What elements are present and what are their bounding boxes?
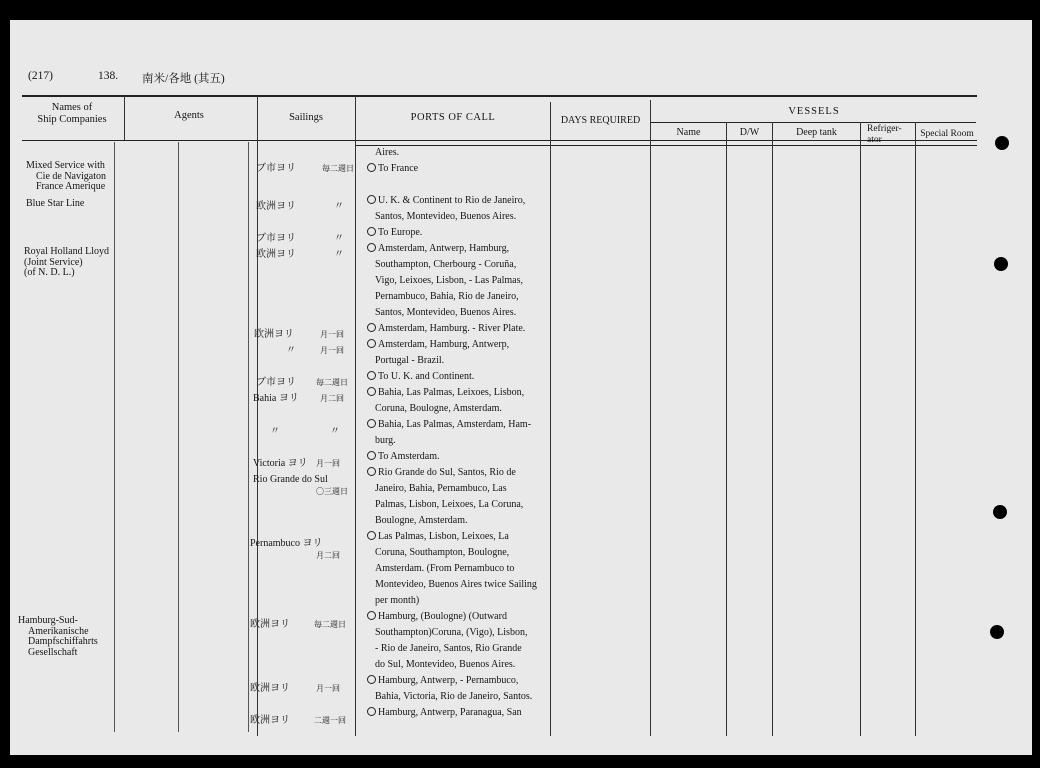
binder-hole [995, 136, 1009, 150]
ports-line [356, 641, 552, 657]
ports-line [356, 529, 552, 545]
ports-line-text: Montevideo, Buenos Aires twice Sailing [375, 579, 537, 590]
vessels-subheader-rule [650, 122, 976, 123]
circle-bullet-icon [367, 243, 376, 252]
ports-line [356, 337, 552, 353]
circle-bullet-icon [367, 467, 376, 476]
ports-line [356, 481, 552, 497]
ports-line [356, 705, 552, 721]
circle-bullet-icon [367, 419, 376, 428]
ports-line-text: Southampton)Coruna, (Vigo), Lisbon, [375, 627, 528, 638]
ports-line [356, 353, 552, 369]
ports-line [356, 369, 552, 385]
ports-of-call-list [356, 145, 552, 721]
ports-line [356, 385, 552, 401]
sailing-from: ブ市ヨリ [256, 377, 296, 388]
company-blue-star-line: Blue Star Line [26, 198, 85, 209]
ports-line-text: Amsterdam, Antwerp, Hamburg, [378, 243, 510, 254]
ports-line [356, 561, 552, 577]
ports-line-text: Coruna, Southampton, Boulogne, [375, 547, 510, 558]
column-divider [257, 96, 258, 736]
header-deep-tank: Deep tank [796, 127, 837, 138]
ports-line-text: per month) [375, 595, 420, 606]
section-title: 南米/各地 (其五) [142, 73, 225, 85]
sailing-from: 欧洲ヨリ [256, 249, 296, 260]
company-hamburg-sud: Hamburg-Sud- Amerikanische Dampfschiffahrts Gesellschaft [18, 615, 98, 658]
page-number: 138. [98, 70, 119, 82]
ports-line [356, 545, 552, 561]
ports-line-text: To Europe. [378, 227, 423, 238]
ports-line [356, 321, 552, 337]
ports-line-text: burg. [375, 435, 396, 446]
sailing-frequency: 毎二週日 [316, 378, 348, 387]
sailing-from: 欧洲ヨリ [250, 715, 290, 726]
ports-line [356, 433, 552, 449]
sailing-frequency: 月二回 [316, 551, 340, 560]
ports-line-text: To U. K. and Continent. [378, 371, 475, 382]
ports-line-text: Aires. [375, 147, 400, 158]
sailings-left-rule [248, 142, 249, 732]
company-mixed-service: Mixed Service with Cie de Navigaton France Amerique [26, 160, 106, 192]
header-special-room: Special Room [920, 129, 974, 139]
column-divider [915, 122, 916, 736]
sailing-frequency: 〃 [334, 233, 344, 244]
sailing-frequency: 〇三週日 [316, 487, 348, 496]
sailing-from: Pernambuco ヨリ [250, 538, 323, 549]
ports-line-text: Rio Grande do Sul, Santos, Rio de [378, 467, 516, 478]
ports-line [356, 401, 552, 417]
ports-line-text: Portugal - Brazil. [375, 355, 445, 366]
ports-line [356, 257, 552, 273]
ports-line-text: Southampton, Cherbourg - Coruña, [375, 259, 517, 270]
header-bottom-rule [22, 140, 977, 141]
ports-line [356, 177, 552, 193]
ports-line [356, 209, 552, 225]
ports-line-text: Bahia, Las Palmas, Amsterdam, Ham- [378, 419, 532, 430]
header-vessels: VESSELS [788, 106, 840, 117]
sailing-from: ブ市ヨリ [256, 233, 296, 244]
ports-line [356, 513, 552, 529]
sailing-frequency: 月一回 [320, 346, 344, 355]
header-days-required: DAYS REQUIRED [560, 115, 641, 126]
ports-line [356, 193, 552, 209]
circle-bullet-icon [367, 371, 376, 380]
column-divider [772, 122, 773, 736]
ports-line [356, 465, 552, 481]
ports-line [356, 145, 552, 161]
header-vessel-name: Name [676, 127, 701, 138]
sailing-from: ブ市ヨリ [256, 163, 296, 174]
ports-line-text: Santos, Montevideo, Buenos Aires. [375, 211, 517, 222]
sailing-frequency: 月一回 [316, 459, 340, 468]
header-sailings: Sailings [289, 112, 323, 123]
ports-line-text: - Rio de Janeiro, Santos, Rio Grande [375, 643, 522, 654]
sailing-from: 欧洲ヨリ [254, 329, 294, 340]
ports-line-text: To France [378, 163, 419, 174]
circle-bullet-icon [367, 451, 376, 460]
ports-line-text: Amsterdam, Hamburg. - River Plate. [378, 323, 526, 334]
sailing-from: Victoria ヨリ [253, 458, 308, 469]
ports-line [356, 593, 552, 609]
column-divider [726, 122, 727, 736]
circle-bullet-icon [367, 163, 376, 172]
header-dw: D/W [739, 127, 760, 138]
sailing-frequency: 毎二週日 [314, 620, 346, 629]
binder-hole [994, 257, 1008, 271]
ports-line [356, 609, 552, 625]
ports-line [356, 289, 552, 305]
circle-bullet-icon [367, 195, 376, 204]
ports-line-text: To Amsterdam. [378, 451, 440, 462]
header-agents: Agents [174, 110, 204, 121]
circle-bullet-icon [367, 531, 376, 540]
ports-line-text: Hamburg, Antwerp, - Pernambuco, [378, 675, 519, 686]
sailing-from: Rio Grande do Sul [253, 474, 328, 485]
ports-line-text: U. K. & Continent to Rio de Janeiro, [378, 195, 526, 206]
circle-bullet-icon [367, 707, 376, 716]
sailing-frequency: 二週一回 [314, 716, 346, 725]
column-divider [124, 96, 125, 140]
ports-line [356, 673, 552, 689]
sailing-frequency: 〃 [330, 426, 340, 437]
ports-line-text: Bahia, Victoria, Rio de Janeiro, Santos. [375, 691, 533, 702]
ports-line [356, 305, 552, 321]
ports-line [356, 497, 552, 513]
sailing-frequency: 〃 [334, 201, 344, 212]
ports-line [356, 161, 552, 177]
header-ports-of-call: PORTS OF CALL [410, 112, 496, 123]
binder-hole [990, 625, 1004, 639]
column-divider [860, 122, 861, 736]
page-reference: (217) [28, 70, 53, 82]
ports-line-text: do Sul, Montevideo, Buenos Aires. [375, 659, 516, 670]
sailing-from: 欧洲ヨリ [250, 683, 290, 694]
ports-line-text: Amsterdam, Hamburg, Antwerp, [378, 339, 510, 350]
binder-hole [993, 505, 1007, 519]
sailing-from: 〃 [270, 426, 280, 437]
ports-line-text: Boulogne, Amsterdam. [375, 515, 468, 526]
sailing-from: 欧洲ヨリ [250, 619, 290, 630]
sailing-from: Bahia ヨリ [253, 393, 299, 404]
ports-line [356, 657, 552, 673]
ports-line [356, 273, 552, 289]
circle-bullet-icon [367, 611, 376, 620]
sailing-from: 欧洲ヨリ [256, 201, 296, 212]
ports-line-text: Hamburg, Antwerp, Paranagua, San [378, 707, 522, 718]
agents-inner-rule [178, 142, 179, 732]
ports-line [356, 689, 552, 705]
circle-bullet-icon [367, 339, 376, 348]
company-royal-holland-lloyd: Royal Holland Lloyd (Joint Service) (of N. D. L.) [24, 246, 109, 278]
ports-line-text: Las Palmas, Lisbon, Leixoes, La [378, 531, 509, 542]
ports-line [356, 225, 552, 241]
sailing-frequency: 月二回 [320, 394, 344, 403]
sailing-frequency: 毎二週日 [322, 164, 354, 173]
sailing-frequency: 〃 [334, 249, 344, 260]
ports-line [356, 577, 552, 593]
sailing-from: 〃 [286, 345, 296, 356]
circle-bullet-icon [367, 323, 376, 332]
table-top-rule [22, 95, 977, 97]
ports-line-text: Janeiro, Bahia, Pernambuco, Las [375, 483, 507, 494]
column-divider [650, 100, 651, 736]
header-refrigerator: Refriger- ator [867, 124, 902, 145]
circle-bullet-icon [367, 675, 376, 684]
ports-line-text: Santos, Montevideo, Buenos Aires. [375, 307, 517, 318]
circle-bullet-icon [367, 227, 376, 236]
header-ship-companies: Names of Ship Companies [37, 102, 107, 125]
sailing-frequency: 月一回 [316, 684, 340, 693]
agents-left-rule [114, 142, 115, 732]
ports-line-text: Pernambuco, Bahia, Rio de Janeiro, [375, 291, 519, 302]
ports-line-text: Bahia, Las Palmas, Leixoes, Lisbon, [378, 387, 525, 398]
ports-line [356, 241, 552, 257]
ports-line-text: Coruna, Boulogne, Amsterdam. [375, 403, 502, 414]
ports-line-text: Amsterdam. (From Pernambuco to [375, 563, 515, 574]
scanned-page [10, 20, 1032, 755]
ports-line-text: Vigo, Leixoes, Lisbon, - Las Palmas, [375, 275, 523, 286]
ports-line [356, 417, 552, 433]
ports-line-text: Hamburg, (Boulogne) (Outward [378, 611, 507, 622]
circle-bullet-icon [367, 387, 376, 396]
ports-line-text: Palmas, Lisbon, Leixoes, La Coruna, [375, 499, 524, 510]
ports-line [356, 625, 552, 641]
sailing-frequency: 月一回 [320, 330, 344, 339]
ports-line [356, 449, 552, 465]
